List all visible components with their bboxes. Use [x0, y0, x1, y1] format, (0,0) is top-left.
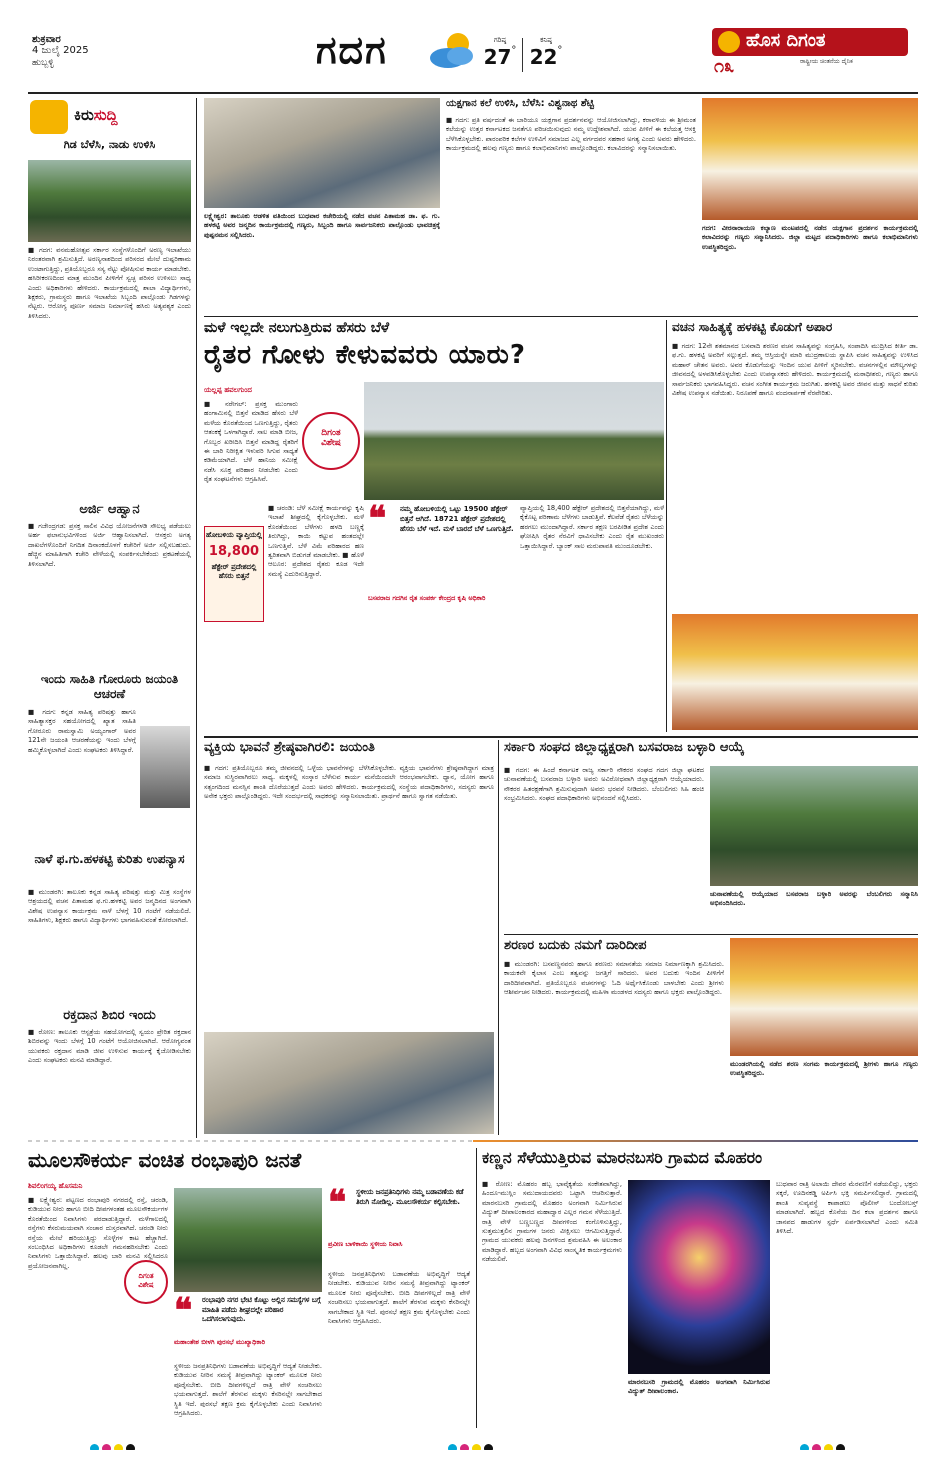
weather-min-label: ಕನಿಷ್ಠ [540, 36, 552, 44]
rambhapuri-special-badge [124, 1260, 168, 1304]
cyan-dot [90, 1444, 99, 1450]
sharana-body: ■ ಮುಂಡರಗಿ: ಬಸವಣ್ಣನವರು ಹಾಗೂ ಶರಣರು ಸಮಾನತೆಯ ಸಮಾಜ ನಿರ್ಮಾಣಕ್ಕಾಗಿ ಶ್ರಮಿಸಿದರು. ಕಾಯಕವೇ ಕೈಲಾಸ ಎಂಬ ತತ್ವವನ್ನು ಜಗತ್ತಿಗೆ ಸಾರಿದರು. ಅವರ ಬದುಕು ಇಂದಿನ ಪೀಳಿಗೆಗೆ ದಾರಿದೀಪವಾಗಿದೆ. ಪ್ರತಿಯೊಬ್ಬರೂ ವಚನಗಳನ್ನು ಓದಿ ಅರ್ಥೈಸಿಕೊಂಡು ಬಾಳಬೇಕು ಎಂದು ಶ್ರೀಗಳು ಆಶೀರ್ವಚನ ನೀಡಿದರು. ಕಾರ್ಯಕ್ರಮದಲ್ಲಿ ಮಹಿಳಾ ಮಂಡಳದ ಸದಸ್ಯರು ಹಾಗೂ ಭಕ್ತರು ಪಾಲ್ಗೊಂಡಿದ್ದರು. [504, 960, 724, 997]
moharam-body2: ಬುಧವಾರ ರಾತ್ರಿ ಅಲಾಯಿ ದೇವರ ಮೆರವಣಿಗೆ ನಡೆಯಲಿದ್ದು, ಭಕ್ತರು ಸಕ್ಕರೆ, ಊದಿನಕಡ್ಡಿ ಅರ್ಪಿಸಿ ಭಕ್ತಿ ಸಮರ್ಪಿಸಲಿದ್ದಾರೆ. ಗ್ರಾಮದಲ್ಲಿ ಶಾಂತಿ ಸುವ್ಯವಸ್ಥೆ ಕಾಪಾಡಲು ಪೊಲೀಸ್ ಬಂದೋಬಸ್ತ್ ಮಾಡಲಾಗಿದೆ. ಹಬ್ಬದ ಕೊನೆಯ ದಿನ ಕಲಾ ಪ್ರದರ್ಶನ ಹಾಗೂ ಜಾನಪದ ಹಾಡುಗಳ ಸ್ಪರ್ಧೆ ಏರ್ಪಡಿಸಲಾಗಿದೆ ಎಂದು ಸಮಿತಿ ತಿಳಿಸಿದೆ. [776, 1180, 918, 1236]
top-row-rule [204, 316, 918, 317]
lead-body-c: ವ್ಯಾಪ್ತಿಯಲ್ಲಿ 18,400 ಹೆಕ್ಟೇರ್ ಪ್ರದೇಶದಲ್ಲಿ ಬಿತ್ತನೆಯಾಗಿದ್ದು, ಮಳೆ ಕೈಕೊಟ್ಟ ಪರಿಣಾಮ ಬೆಳೆಗಳು ಬಾಡುತ್ತಿವೆ. ಕೆಲವೆಡೆ ರೈತರು ಬೆಳೆಯನ್ನು ಹರಗಲು ಮುಂದಾಗಿದ್ದಾರೆ. ಸರ್ಕಾರ ತಕ್ಷಣ ಬರಪೀಡಿತ ಪ್ರದೇಶ ಎಂದು ಘೋಷಿಸಿ ರೈತರ ನೆರವಿಗೆ ಧಾವಿಸಬೇಕು ಎಂದು ರೈತ ಮುಖಂಡರು ಒತ್ತಾಯಿಸಿದ್ದಾರೆ. ಬ್ಯಾಂಕ್ ಸಾಲ ಮರುಪಾವತಿ ಮುಂದೂಡಬೇಕು. [520, 504, 664, 550]
black-dot [836, 1444, 845, 1450]
vyakti-body: ■ ಗದಗ: ಪ್ರತಿಯೊಬ್ಬರೂ ತಮ್ಮ ಜೀವನದಲ್ಲಿ ಒಳ್ಳೆಯ ಭಾವನೆಗಳನ್ನು ಬೆಳೆಸಿಕೊಳ್ಳಬೇಕು. ವ್ಯಕ್ತಿಯ ಭಾವನೆಗಳು ಶ್ರೇಷ್ಠವಾಗಿದ್ದಾಗ ಮಾತ್ರ ಸಮಾಜ ಸುಸ್ಥಿರವಾಗಿರಲು ಸಾಧ್ಯ. ಮಕ್ಕಳಲ್ಲಿ ಸಂಸ್ಕಾರ ಬೆಳೆಸುವ ಕಾರ್ಯ ಮನೆಯಿಂದಲೇ ಆರಂಭವಾಗಬೇಕು. ಧ್ಯಾನ, ಯೋಗ ಹಾಗೂ ಸತ್ಸಂಗದಿಂದ ಮನಸ್ಸಿನ ಶಾಂತಿ ದೊರೆಯುತ್ತದೆ ಎಂದು ಅವರು ಹೇಳಿದರು. ಕಾರ್ಯಕ್ರಮದಲ್ಲಿ ಸಂಸ್ಥೆಯ ಪದಾಧಿಕಾರಿಗಳು, ಸದಸ್ಯರು ಹಾಗೂ ಅನೇಕ ಭಕ್ತರು ಪಾಲ್ಗೊಂಡಿದ್ದರು. ಇದೇ ಸಂದರ್ಭದಲ್ಲಿ ಸಾಧಕರನ್ನು ಸನ್ಮಾನಿಸಲಾಯಿತು. ಪ್ರಾರ್ಥನೆ ಹಾಗೂ ಸ್ವಾಗತ ನಡೆಯಿತು. [204, 764, 494, 801]
moharam-caption: ಮಾರನಬಸರಿ ಗ್ರಾಮದಲ್ಲಿ ಮೊಹರಂ ಅಂಗವಾಗಿ ನಿರ್ಮಿಸಿರುವ ವಿದ್ಯುತ್ ದೀಪಾಲಂಕಾರ. [628, 1378, 770, 1396]
lead-headline: ರೈತರ ಗೋಳು ಕೇಳುವವರು ಯಾರು? [204, 340, 526, 370]
left-col-rule [196, 98, 197, 1138]
lead-quote-attr: ಬಸವರಾಜ ಗದಗಿನ ರೈತ ಸಂಪರ್ಕ ಕೇಂದ್ರದ ಕೃಷಿ ಅಧಿಕಾರಿ [368, 594, 486, 602]
kiru-body: ■ ಗದಗ: ವನಮಹೋತ್ಸವ ಸರ್ಕಾರ ಸಂಸ್ಥೆಗಳೊಂದಿಗೆ ಅರಣ್ಯ ಇಲಾಖೆಯು ನಿರಂತರವಾಗಿ ಶ್ರಮಿಸುತ್ತಿದೆ. ಅರಣ್ಯನಾಶದಿಂದ ಪರಿಸರದ ಮೇಲೆ ದುಷ್ಪರಿಣಾಮ ಉಂಟಾಗುತ್ತಿದ್ದು, ಪ್ರತಿಯೊಬ್ಬರೂ ಸಸ್ಯ ನೆಟ್ಟು ಪೋಷಿಸುವ ಕಾರ್ಯ ಮಾಡಬೇಕು. ಹಸಿರೀಕರಣದಿಂದ ಮಾತ್ರ ಮುಂದಿನ ಪೀಳಿಗೆಗೆ ಸ್ವಚ್ಛ ಪರಿಸರ ಉಳಿಸಲು ಸಾಧ್ಯ ಎಂದು ಅಧಿಕಾರಿಗಳು ಹೇಳಿದರು. ಕಾರ್ಯಕ್ರಮದಲ್ಲಿ ಶಾಲಾ ವಿದ್ಯಾರ್ಥಿಗಳು, ಶಿಕ್ಷಕರು, ಗ್ರಾಮಸ್ಥರು ಹಾಗೂ ಇಲಾಖೆಯ ಸಿಬ್ಬಂದಿ ಪಾಲ್ಗೊಂಡು ಗಿಡಗಳನ್ನು ನೆಟ್ಟರು. ಆರೋಗ್ಯ ಪೂರ್ಣ ಸಮಾಜ ನಿರ್ಮಾಣಕ್ಕೆ ಹಸಿರು ಅತ್ಯವಶ್ಯಕ ಎಂದು ತಿಳಿಸಿದರು. [28, 246, 191, 320]
magenta-dot [102, 1444, 111, 1450]
kiru-label-a: ಕಿರು [74, 106, 94, 124]
sharana-photo [730, 938, 918, 1056]
masthead [0, 0, 945, 92]
vyakti-headline: ವ್ಯಕ್ತಿಯ ಭಾವನೆ ಶ್ರೇಷ್ಠವಾಗಿರಲಿ: ಜಯಂತಿ [204, 740, 375, 755]
sharana-story [504, 938, 918, 1134]
lead-story [204, 320, 664, 732]
lead-stat-label: ಹೋಬಳಿಯ ವ್ಯಾಪ್ತಿಯಲ್ಲಿ [206, 531, 262, 539]
yakshagana-headline: ಯಕ್ಷಗಾನ ಕಲೆ ಉಳಿಸಿ, ಬೆಳೆಸಿ: ವಿಶ್ವನಾಥ ಶೆಟ್ಟಿ [446, 98, 595, 109]
rambhapuri-quote1-text: ರಂಭಾಪುರಿ ನಗರ ಭೇಟಿ ಕೊಟ್ಟು ಅಲ್ಲಿನ ಸಮಸ್ಯೆಗಳ ಬಗ್ಗೆ ಮಾಹಿತಿ ಪಡೆದು ಶೀಘ್ರದಲ್ಲೇ ಪರಿಹಾರ ಒದಗಿಸಲಾಗುವುದು. [202, 1296, 321, 1323]
weather-min [526, 36, 566, 76]
yakshagana-caption: ಗದಗ: ವೀರನಾರಾಯಣ ಕಲ್ಯಾಣ ಮಂಟಪದಲ್ಲಿ ನಡೆದ ಯಕ್ಷಗಾನ ಪ್ರದರ್ಶನ ಕಾರ್ಯಕ್ರಮದಲ್ಲಿ ಕಲಾವಿದರನ್ನು ಗಣ್ಯರು ಸನ್ಮಾನಿಸಿದರು. ಜಿಲ್ಲಾ ಮಟ್ಟದ ಪದಾಧಿಕಾರಿಗಳು ಹಾಗೂ ಕಲಾಭಿಮಾನಿಗಳು ಉಪಸ್ಥಿತರಿದ್ದರು. [702, 224, 918, 251]
yakshagana-body: ■ ಗದಗ: ಪ್ರತಿ ವರ್ಷದಂತೆ ಈ ಬಾರಿಯೂ ಯಕ್ಷಗಾನ ಪ್ರದರ್ಶನವನ್ನು ಆಯೋಜಿಸಲಾಗಿದ್ದು, ಕರಾವಳಿಯ ಈ ಶ್ರೀಮಂತ ಕಲೆಯನ್ನು ಉತ್ತರ ಕರ್ನಾಟಕದ ಜನತೆಗೂ ಪರಿಚಯಿಸುವುದು ನಮ್ಮ ಉದ್ದೇಶವಾಗಿದೆ. ಯುವ ಪೀಳಿಗೆ ಈ ಕಲೆಯತ್ತ ಆಸಕ್ತಿ ಬೆಳೆಸಿಕೊಳ್ಳಬೇಕು. ಪಾರಂಪರಿಕ ಕಲೆಗಳ ಉಳಿವಿಗೆ ಸಮಾಜದ ಎಲ್ಲ ವರ್ಗದವರ ಸಹಕಾರ ಅಗತ್ಯ ಎಂದು ಅವರು ಹೇಳಿದರು. ಕಾರ್ಯಕ್ರಮದಲ್ಲಿ ಹಲವು ಗಣ್ಯರು ಹಾಗೂ ಕಲಾಭಿಮಾನಿಗಳು ಪಾಲ್ಗೊಂಡಿದ್ದರು. ಕಲಾವಿದರನ್ನು ಸನ್ಮಾನಿಸಲಾಯಿತು. [446, 116, 696, 153]
rambhapuri-body: ■ ಲಕ್ಷ್ಮೇಶ್ವರ: ಪಟ್ಟಣದ ರಂಭಾಪುರಿ ನಗರದಲ್ಲಿ ರಸ್ತೆ, ಚರಂಡಿ, ಕುಡಿಯುವ ನೀರು ಹಾಗೂ ಬೀದಿ ದೀಪಗಳಂತಹ ಮೂಲಸೌಕರ್ಯಗಳ ಕೊರತೆಯಿಂದ ನಿವಾಸಿಗಳು ಪರದಾಡುತ್ತಿದ್ದಾರೆ. ಮಳೆಗಾಲದಲ್ಲಿ ರಸ್ತೆಗಳು ಕೆಸರುಮಯವಾಗಿ ಸಂಚಾರ ದುಸ್ತರವಾಗಿದೆ. ಚರಂಡಿ ನೀರು ರಸ್ತೆಯ ಮೇಲೆ ಹರಿಯುತ್ತಿದ್ದು ಸೊಳ್ಳೆಗಳ ಕಾಟ ಹೆಚ್ಚಾಗಿದೆ. ಸಂಬಂಧಿಸಿದ ಅಧಿಕಾರಿಗಳು ಕೂಡಲೇ ಗಮನಹರಿಸಬೇಕು ಎಂದು ನಿವಾಸಿಗಳು ಒತ್ತಾಯಿಸಿದ್ದಾರೆ. ಹಲವು ಬಾರಿ ಮನವಿ ಸಲ್ಲಿಸಿದರೂ ಪ್ರಯೋಜನವಾಗಿಲ್ಲ. [28, 1196, 168, 1270]
arji-body: ■ ಗಜೇಂದ್ರಗಡ: ಪ್ರಸಕ್ತ ಸಾಲಿನ ವಿವಿಧ ಯೋಜನೆಗಳಡಿ ಸೌಲಭ್ಯ ಪಡೆಯಲು ಅರ್ಹ ಫಲಾನುಭವಿಗಳಿಂದ ಅರ್ಜಿ ಆಹ್ವಾನಿಸಲಾಗಿದೆ. ಆಸಕ್ತರು ಅಗತ್ಯ ದಾಖಲೆಗಳೊಂದಿಗೆ ನಿಗದಿತ ದಿನಾಂಕದೊಳಗೆ ಕಚೇರಿಗೆ ಅರ್ಜಿ ಸಲ್ಲಿಸಬಹುದು. ಹೆಚ್ಚಿನ ಮಾಹಿತಿಗಾಗಿ ಕಚೇರಿ ವೇಳೆಯಲ್ಲಿ ಸಂಪರ್ಕಿಸಬೇಕೆಂದು ಪ್ರಕಟಣೆಯಲ್ಲಿ ತಿಳಿಸಲಾಗಿದೆ. [28, 522, 191, 568]
kiru-headline: ಗಿಡ ಬೆಳೆಸಿ, ನಾಡು ಉಳಿಸಿ [63, 138, 156, 151]
date-block [32, 34, 152, 82]
top-left-caption: ಲಕ್ಷ್ಮೇಶ್ವರ: ತಾಲೂಕು ಆಡಳಿತ ವತಿಯಿಂದ ಬುಧವಾರ ಕಚೇರಿಯಲ್ಲಿ ನಡೆದ ವಚನ ಪಿತಾಮಹ ಡಾ. ಫ. ಗು. ಹಳಕಟ್ಟಿ ಅವರ ಜನ್ಮದಿನ ಕಾರ್ಯಕ್ರಮದಲ್ಲಿ ಗಣ್ಯರು, ಸಿಬ್ಬಂದಿ ಹಾಗೂ ಸಾರ್ವಜನಿಕರು ಪಾಲ್ಗೊಂಡು ಭಾವಚಿತ್ರಕ್ಕೆ ಪುಷ್ಪನಮನ ಸಲ್ಲಿಸಿದರು. [204, 212, 440, 239]
brand-tagline: ರಾಷ್ಟ್ರೀಯ ಚಿಂತನೆಯ ದೈನಿಕ [800, 58, 853, 65]
lead-badge-line2: ವಿಶೇಷ [321, 438, 341, 448]
weather-divider [522, 38, 523, 72]
quote1-mark-icon: ❝ [174, 1296, 193, 1326]
brand-banner [712, 28, 908, 56]
sharana-headline: ಶರಣರ ಬದುಕು ನಮಗೆ ದಾರಿದೀಪ [504, 938, 647, 953]
yakshagana-photo [702, 98, 918, 220]
jayanti-portrait [140, 726, 190, 808]
day-label: ಶುಕ್ರವಾರ [32, 34, 61, 45]
vyakti-rule [498, 740, 499, 1135]
section-title: ಗದಗ [316, 28, 388, 72]
brand-logo [700, 28, 916, 80]
page-number: ೧೩ [714, 56, 735, 77]
kiru-label-b: ಸುದ್ದಿ [93, 106, 118, 124]
yakshagana-story [446, 98, 696, 312]
quote2-mark-icon: ❝ [328, 1188, 347, 1218]
magenta-dot [460, 1444, 469, 1450]
lead-body-b: ■ ಚರಂಡಿ: ಬೆಳೆ ಸಮೀಕ್ಷೆ ಕಾರ್ಯವನ್ನು ಕೃಷಿ ಇಲಾಖೆ ಶೀಘ್ರದಲ್ಲಿ ಕೈಗೊಳ್ಳಬೇಕು. ಮಳೆ ಕೊರತೆಯಿಂದ ಬೆಳೆಗಳು ಹಳದಿ ಬಣ್ಣಕ್ಕೆ ತಿರುಗಿದ್ದು, ಕಾಯಿ ಕಟ್ಟುವ ಹಂತದಲ್ಲೇ ಒಣಗುತ್ತಿವೆ. ಬೆಳೆ ವಿಮೆ ಪರಿಹಾರದ ಹಣ ತ್ವರಿತವಾಗಿ ಬಿಡುಗಡೆ ಮಾಡಬೇಕು. ■ ಹೊಳೆ ಆಲೂರ: ಪ್ರದೇಶದ ರೈತರು ಕೂಡ ಇದೇ ಸಮಸ್ಯೆ ಎದುರಿಸುತ್ತಿದ್ದಾರೆ. [268, 504, 364, 578]
black-dot [126, 1444, 135, 1450]
rambhapuri-quote2-attr: ಪ್ರವೀಣ ಬಾಳಿಕಾಯಿ ಸ್ಥಳೀಯ ನಿವಾಸಿ [328, 1240, 403, 1248]
vachana-headline: ವಚನ ಸಾಹಿತ್ಯಕ್ಕೆ ಹಳಕಟ್ಟಿ ಕೊಡುಗೆ ಅಪಾರ [672, 320, 833, 334]
date-label: 4 ಜುಲೈ 2025 [32, 45, 89, 56]
upanyasa-headline: ನಾಳೆ ಫ.ಗು.ಹಳಕಟ್ಟಿ ಕುರಿತು ಉಪನ್ಯಾಸ [34, 852, 185, 866]
rambhapuri-badge-line2: ವಿಶೇಷ [138, 1281, 154, 1289]
lead-quote-text: ನಮ್ಮ ಹೋಬಳಿಯಲ್ಲಿ ಒಟ್ಟು 19500 ಹೆಕ್ಟೇರ್ ಬಿತ್ತನೆ ಆಗಿದೆ. 18721 ಹೆಕ್ಟೇರ್ ಪ್ರದೇಶದಲ್ಲಿ ಹೆಸರು ಬೆಳೆ ಇದೆ. ಮಳೆ ಬಾರದೆ ಬೆಳೆ ಒಣಗುತ್ತಿದೆ. [400, 505, 514, 533]
masthead-rule [28, 92, 918, 94]
lead-stat-box [204, 526, 264, 622]
quote-mark-icon: ❝ [368, 504, 387, 534]
weather-icon [426, 30, 480, 74]
rambhapuri-quote1 [174, 1296, 322, 1358]
divider-left-segment [28, 1140, 473, 1142]
rambhapuri-quote2-text: ಸ್ಥಳೀಯ ಜನಪ್ರತಿನಿಧಿಗಳು ನಮ್ಮ ಬಡಾವಣೆಯ ಕಡೆ ತಿರುಗಿ ನೋಡಿಲ್ಲ. ಮೂಲಸೌಕರ್ಯ ಕಲ್ಪಿಸಬೇಕು. [356, 1188, 464, 1206]
lead-body-a: ■ ನರೇಗಲ್: ಪ್ರಸಕ್ತ ಮುಂಗಾರು ಹಂಗಾಮಿನಲ್ಲಿ ಬಿತ್ತನೆ ಮಾಡಿದ ಹೆಸರು ಬೆಳೆ ಮಳೆಯ ಕೊರತೆಯಿಂದ ಒಣಗುತ್ತಿದ್ದು, ರೈತರು ಆತಂಕಕ್ಕೆ ಒಳಗಾಗಿದ್ದಾರೆ. ಸಾಲ ಮಾಡಿ ಬೀಜ, ಗೊಬ್ಬರ ಖರೀದಿಸಿ ಬಿತ್ತನೆ ಮಾಡಿದ್ದ ರೈತರಿಗೆ ಈ ಬಾರಿ ನಿರೀಕ್ಷಿತ ಇಳುವರಿ ಸಿಗುವ ಸಾಧ್ಯತೆ ಕಡಿಮೆಯಾಗಿದೆ. ಬೆಳೆ ಹಾನಿಯ ಸಮೀಕ್ಷೆ ನಡೆಸಿ ಸೂಕ್ತ ಪರಿಹಾರ ನೀಡಬೇಕು ಎಂದು ರೈತ ಸಂಘಟನೆಗಳು ಆಗ್ರಹಿಸಿವೆ. [204, 400, 298, 484]
weather-max-label: ಗರಿಷ್ಠ [493, 36, 507, 44]
rambhapuri-body2: ಸ್ಥಳೀಯ ಜನಪ್ರತಿನಿಧಿಗಳು ಬಡಾವಣೆಯ ಅಭಿವೃದ್ಧಿಗೆ ಆದ್ಯತೆ ನೀಡಬೇಕು. ಕುಡಿಯುವ ನೀರಿನ ಸಮಸ್ಯೆ ತೀವ್ರವಾಗಿದ್ದು ಟ್ಯಾಂಕರ್ ಮೂಲಕ ನೀರು ಪೂರೈಸಬೇಕು. ಬೀದಿ ದೀಪಗಳಿಲ್ಲದೆ ರಾತ್ರಿ ವೇಳೆ ಸಂಚರಿಸಲು ಭಯವಾಗುತ್ತದೆ. ಶಾಲೆಗೆ ತೆರಳುವ ಮಕ್ಕಳು ಕೆಸರಿನಲ್ಲೇ ಸಾಗಬೇಕಾದ ಸ್ಥಿತಿ ಇದೆ. ಪುರಸಭೆ ತಕ್ಷಣ ಕ್ರಮ ಕೈಗೊಳ್ಳಬೇಕು ಎಂದು ನಿವಾಸಿಗಳು ಆಗ್ರಹಿಸಿದರು. [328, 1270, 470, 1326]
kiru-label [74, 106, 184, 130]
sharana-caption: ಮುಂಡರಗಿಯಲ್ಲಿ ನಡೆದ ಶರಣ ಸಂಗಮ ಕಾರ್ಯಕ್ರಮದಲ್ಲಿ ಶ್ರೀಗಳು ಹಾಗೂ ಗಣ್ಯರು ಉಪಸ್ಥಿತರಿದ್ದರು. [730, 1060, 918, 1078]
rambhapuri-byline: ಶಿವಲಿಂಗಯ್ಯ ಹೊಸಮನಿ [28, 1182, 83, 1190]
kiru-photo [28, 160, 191, 242]
lead-special-badge [302, 412, 360, 470]
yellow-dot [824, 1444, 833, 1450]
magenta-dot [812, 1444, 821, 1450]
raktadana-headline: ರಕ್ತದಾನ ಶಿಬಿರ ಇಂದು [63, 1008, 156, 1023]
lead-byline: ಯಲ್ಲಪ್ಪ ಹವಲಗುಂದ [204, 386, 252, 394]
sangha-photo [710, 766, 918, 886]
sangha-story [504, 740, 918, 932]
sangha-caption: ಚುನಾವಣೆಯಲ್ಲಿ ಆಯ್ಕೆಯಾದ ಬಸವರಾಜ ಬಳ್ಳಾರಿ ಅವರನ್ನು ಬೆಂಬಲಿಗರು ಸನ್ಮಾನಿಸಿ ಅಭಿನಂದಿಸಿದರು. [710, 890, 918, 908]
rambhapuri-badge-line1: ದಿಗಂತ [138, 1272, 154, 1280]
lead-field-photo [364, 382, 664, 500]
bottom-vertical-rule [476, 1148, 477, 1428]
weather-max-unit: ° [511, 45, 517, 56]
sangha-body: ■ ಗದಗ: ಈ ಹಿಂದೆ ಕರ್ನಾಟಕ ರಾಜ್ಯ ಸರ್ಕಾರಿ ನೌಕರರ ಸಂಘದ ಗದಗ ಜಿಲ್ಲಾ ಘಟಕದ ಚುನಾವಣೆಯಲ್ಲಿ ಬಸವರಾಜ ಬಳ್ಳಾರಿ ಅವರು ಅವಿರೋಧವಾಗಿ ಜಿಲ್ಲಾಧ್ಯಕ್ಷರಾಗಿ ಆಯ್ಕೆಯಾದರು. ನೌಕರರ ಹಿತರಕ್ಷಣೆಗಾಗಿ ಶ್ರಮಿಸುವುದಾಗಿ ಅವರು ಭರವಸೆ ನೀಡಿದರು. ಬೆಂಬಲಿಗರು ಸಿಹಿ ಹಂಚಿ ಸಂಭ್ರಮಿಸಿದರು. ಸಂಘದ ಪದಾಧಿಕಾರಿಗಳು ಅಭಿನಂದನೆ ಸಲ್ಲಿಸಿದರು. [504, 766, 704, 803]
registration-dots-left [90, 1438, 160, 1450]
kiru-suddi-block [28, 98, 191, 1140]
weather-max-value: 27 [483, 45, 512, 69]
jayanti-headline: ಇಂದು ಸಾಹಿತಿ ಗೋರೂರು ಜಯಂತಿ ಆಚರಣೆ [40, 672, 179, 701]
weather-min-value: 22 [529, 45, 558, 69]
yellow-dot [472, 1444, 481, 1450]
mid-row-rule [204, 736, 918, 738]
edition-city: ಹುಬ್ಬಳ್ಳಿ [32, 58, 54, 68]
raktadana-body: ■ ರೋಣ: ತಾಲೂಕು ಆಸ್ಪತ್ರೆಯ ಸಹಯೋಗದಲ್ಲಿ ಸ್ವಯಂ ಪ್ರೇರಿತ ರಕ್ತದಾನ ಶಿಬಿರವನ್ನು ಇಂದು ಬೆಳಗ್ಗೆ 10 ಗಂಟೆಗೆ ಆಯೋಜಿಸಲಾಗಿದೆ. ಆರೋಗ್ಯವಂತ ಯುವಕರು ರಕ್ತದಾನ ಮಾಡಿ ಜೀವ ಉಳಿಸುವ ಕಾರ್ಯಕ್ಕೆ ಕೈಜೋಡಿಸಬೇಕು ಎಂದು ಸಂಘಟಕರು ಮನವಿ ಮಾಡಿದ್ದಾರೆ. [28, 1028, 191, 1065]
rambhapuri-photo [174, 1188, 322, 1292]
registration-dots-right [800, 1438, 870, 1450]
rambhapuri-quote2 [328, 1188, 470, 1266]
registration-dots-center [448, 1438, 518, 1450]
lead-stat-unit: ಹೆಕ್ಟೇರ್ ಪ್ರದೇಶದಲ್ಲಿ ಹೆಸರು ಬಿತ್ತನೆ [211, 563, 257, 580]
arji-headline: ಅರ್ಜಿ ಆಹ್ವಾನ [79, 502, 140, 517]
rambhapuri-quote1-attr: ಮಹಾಂತೇಶ ಬೀಳಗಿ ಪುರಸಭೆ ಮುಖ್ಯಾಧಿಕಾರಿ [174, 1338, 266, 1346]
sangha-headline: ಸರ್ಕಾರಿ ಸಂಘದ ಜಿಲ್ಲಾಧ್ಯಕ್ಷರಾಗಿ ಬಸವರಾಜ ಬಳ್ಳಾರಿ ಆಯ್ಕೆ [504, 740, 745, 755]
vachana-body: ■ ಗದಗ: 12ನೇ ಶತಮಾನದ ಬಸವಾದಿ ಶರಣರ ವಚನ ಸಾಹಿತ್ಯವನ್ನು ಸಂಗ್ರಹಿಸಿ, ಸಂಪಾದಿಸಿ ಮುದ್ರಿಸಿದ ಕೀರ್ತಿ ಡಾ. ಫ.ಗು. ಹಳಕಟ್ಟಿ ಅವರಿಗೆ ಸಲ್ಲುತ್ತದೆ. ತಮ್ಮ ಆಸ್ತಿಯನ್ನೇ ಮಾರಿ ಮುದ್ರಣಾಲಯ ಸ್ಥಾಪಿಸಿ ವಚನ ಸಾಹಿತ್ಯವನ್ನು ಉಳಿಸಿದ ಮಹಾನ್ ಚೇತನ ಅವರು. ಅವರ ಕೊಡುಗೆಯನ್ನು ಇಂದಿನ ಯುವ ಪೀಳಿಗೆ ಸ್ಮರಿಸಬೇಕು. ವಚನಗಳಲ್ಲಿನ ಮೌಲ್ಯಗಳನ್ನು ಜೀವನದಲ್ಲಿ ಅಳವಡಿಸಿಕೊಳ್ಳಬೇಕು ಎಂದು ಉಪನ್ಯಾಸಕರು ಹೇಳಿದರು. ಕಾರ್ಯಕ್ರಮದಲ್ಲಿ ಮಠಾಧೀಶರು, ಗಣ್ಯರು ಹಾಗೂ ಸಾರ್ವಜನಿಕರು ಭಾಗವಹಿಸಿದ್ದರು. ವಚನ ಸಂಗೀತ ಕಾರ್ಯಕ್ರಮ ಜರುಗಿತು. ಹಳಕಟ್ಟಿ ಅವರ ಜೀವನ ಮತ್ತು ಸಾಧನೆ ಕುರಿತು ವಿಶೇಷ ಉಪನ್ಯಾಸ ನಡೆಯಿತು. ನಿರೂಪಣೆ ಹಾಗೂ ವಂದನಾರ್ಪಣೆ ನೆರವೇರಿತು. [672, 342, 918, 398]
top-left-photo [204, 98, 440, 208]
sangha-rule [504, 934, 918, 935]
rambhapuri-body2-lower: ಸ್ಥಳೀಯ ಜನಪ್ರತಿನಿಧಿಗಳು ಬಡಾವಣೆಯ ಅಭಿವೃದ್ಧಿಗೆ ಆದ್ಯತೆ ನೀಡಬೇಕು. ಕುಡಿಯುವ ನೀರಿನ ಸಮಸ್ಯೆ ತೀವ್ರವಾಗಿದ್ದು ಟ್ಯಾಂಕರ್ ಮೂಲಕ ನೀರು ಪೂರೈಸಬೇಕು. ಬೀದಿ ದೀಪಗಳಿಲ್ಲದೆ ರಾತ್ರಿ ವೇಳೆ ಸಂಚರಿಸಲು ಭಯವಾಗುತ್ತದೆ. ಶಾಲೆಗೆ ತೆರಳುವ ಮಕ್ಕಳು ಕೆಸರಿನಲ್ಲೇ ಸಾಗಬೇಕಾದ ಸ್ಥಿತಿ ಇದೆ. ಪುರಸಭೆ ತಕ್ಷಣ ಕ್ರಮ ಕೈಗೊಳ್ಳಬೇಕು ಎಂದು ನಿವಾಸಿಗಳು ಆಗ್ರಹಿಸಿದರು. [174, 1362, 322, 1418]
lead-badge-line1: ದಿಗಂತ [321, 428, 341, 438]
yellow-dot [114, 1444, 123, 1450]
lead-kicker: ಮಳೆ ಇಲ್ಲದೇ ನಲುಗುತ್ತಿರುವ ಹೆಸರು ಬೆಳೆ [204, 320, 390, 336]
vachana-photo [672, 614, 918, 730]
lead-quote [368, 504, 516, 616]
black-dot [484, 1444, 493, 1450]
brand-name: ಹೊಸ ದಿಗಂತ [746, 30, 826, 51]
bottom-divider [28, 1138, 918, 1144]
cyan-dot [800, 1444, 809, 1450]
yakshagana-photo-block [702, 98, 918, 312]
upanyasa-body: ■ ಮುಂಡರಗಿ: ತಾಲೂಕು ಕನ್ನಡ ಸಾಹಿತ್ಯ ಪರಿಷತ್ತು ಮತ್ತು ಮಿತ್ರ ಸಂಸ್ಥೆಗಳ ಆಶ್ರಯದಲ್ಲಿ ವಚನ ಪಿತಾಮಹ ಫ.ಗು.ಹಳಕಟ್ಟಿ ಅವರ ಜನ್ಮದಿನದ ಅಂಗವಾಗಿ ವಿಶೇಷ ಉಪನ್ಯಾಸ ಕಾರ್ಯಕ್ರಮ ನಾಳೆ ಬೆಳಗ್ಗೆ 10 ಗಂಟೆಗೆ ನಡೆಯಲಿದೆ. ಸಾಹಿತಿಗಳು, ಶಿಕ್ಷಕರು ಹಾಗೂ ವಿದ್ಯಾರ್ಥಿಗಳು ಭಾಗವಹಿಸುವಂತೆ ಕೋರಲಾಗಿದೆ. [28, 888, 191, 925]
hand-pointer-icon [30, 100, 68, 134]
divider-right-segment [473, 1140, 918, 1142]
rambhapuri-story [28, 1148, 470, 1428]
vyakti-photo [204, 1032, 494, 1134]
moharam-body: ■ ರೋಣ: ಮೊಹರಂ ಹಬ್ಬ ಭಾವೈಕ್ಯತೆಯ ಸಂಕೇತವಾಗಿದ್ದು, ಹಿಂದೂ-ಮುಸ್ಲಿಂ ಸಮುದಾಯದವರು ಒಟ್ಟಾಗಿ ಆಚರಿಸುತ್ತಾರೆ. ಮಾರನಬಸರಿ ಗ್ರಾಮದಲ್ಲಿ ಮೊಹರಂ ಅಂಗವಾಗಿ ನಿರ್ಮಿಸಿರುವ ವಿದ್ಯುತ್ ದೀಪಾಲಂಕಾರದ ಮಹಾದ್ವಾರ ಎಲ್ಲರ ಗಮನ ಸೆಳೆಯುತ್ತಿದೆ. ರಾತ್ರಿ ವೇಳೆ ಬಣ್ಣಬಣ್ಣದ ದೀಪಗಳಿಂದ ಕಂಗೊಳಿಸುತ್ತಿದ್ದು, ಸುತ್ತಮುತ್ತಲಿನ ಗ್ರಾಮಗಳ ಜನರು ವೀಕ್ಷಿಸಲು ಆಗಮಿಸುತ್ತಿದ್ದಾರೆ. ಗ್ರಾಮದ ಯುವಕರು ಹಲವು ದಿನಗಳಿಂದ ಶ್ರಮವಹಿಸಿ ಈ ಅಲಂಕಾರ ಮಾಡಿದ್ದಾರೆ. ಹಬ್ಬದ ಅಂಗವಾಗಿ ವಿವಿಧ ಸಾಂಸ್ಕೃತಿಕ ಕಾರ್ಯಕ್ರಮಗಳು ನಡೆಯಲಿವೆ. [482, 1180, 622, 1264]
weather-min-unit: ° [557, 45, 563, 56]
weather-max [480, 36, 520, 76]
kiru-logo [30, 100, 190, 134]
brand-emblem-icon [718, 31, 740, 53]
moharam-story [482, 1148, 918, 1428]
cyan-dot [448, 1444, 457, 1450]
lead-vertical-rule [666, 320, 667, 732]
rambhapuri-headline: ಮೂಲಸೌಕರ್ಯ ವಂಚಿತ ರಂಭಾಪುರಿ ಜನತೆ [28, 1148, 302, 1172]
vyakti-story [204, 740, 494, 1135]
jayanti-body: ■ ಗದಗ: ಕನ್ನಡ ಸಾಹಿತ್ಯ ಪರಿಷತ್ತು ಹಾಗೂ ಸಾಹಿತ್ಯಾಸಕ್ತರ ಸಹಯೋಗದಲ್ಲಿ ಖ್ಯಾತ ಸಾಹಿತಿ ಗೋರೂರು ರಾಮಸ್ವಾಮಿ ಅಯ್ಯಂಗಾರ್ ಅವರ 121ನೇ ಜಯಂತಿ ಆಚರಣೆಯನ್ನು ಇಂದು ಬೆಳಗ್ಗೆ ಹಮ್ಮಿಕೊಳ್ಳಲಾಗಿದೆ ಎಂದು ಸಂಘಟಕರು ತಿಳಿಸಿದ್ದಾರೆ. [28, 708, 136, 754]
vachana-story [672, 320, 918, 732]
moharam-photo [628, 1180, 770, 1374]
lead-stat-value: 18,800 [208, 544, 260, 559]
moharam-headline: ಕಣ್ಣನ ಸೆಳೆಯುತ್ತಿರುವ ಮಾರನಬಸರಿ ಗ್ರಾಮದ ಮೊಹರಂ [482, 1148, 763, 1167]
top-left-story [204, 98, 440, 312]
